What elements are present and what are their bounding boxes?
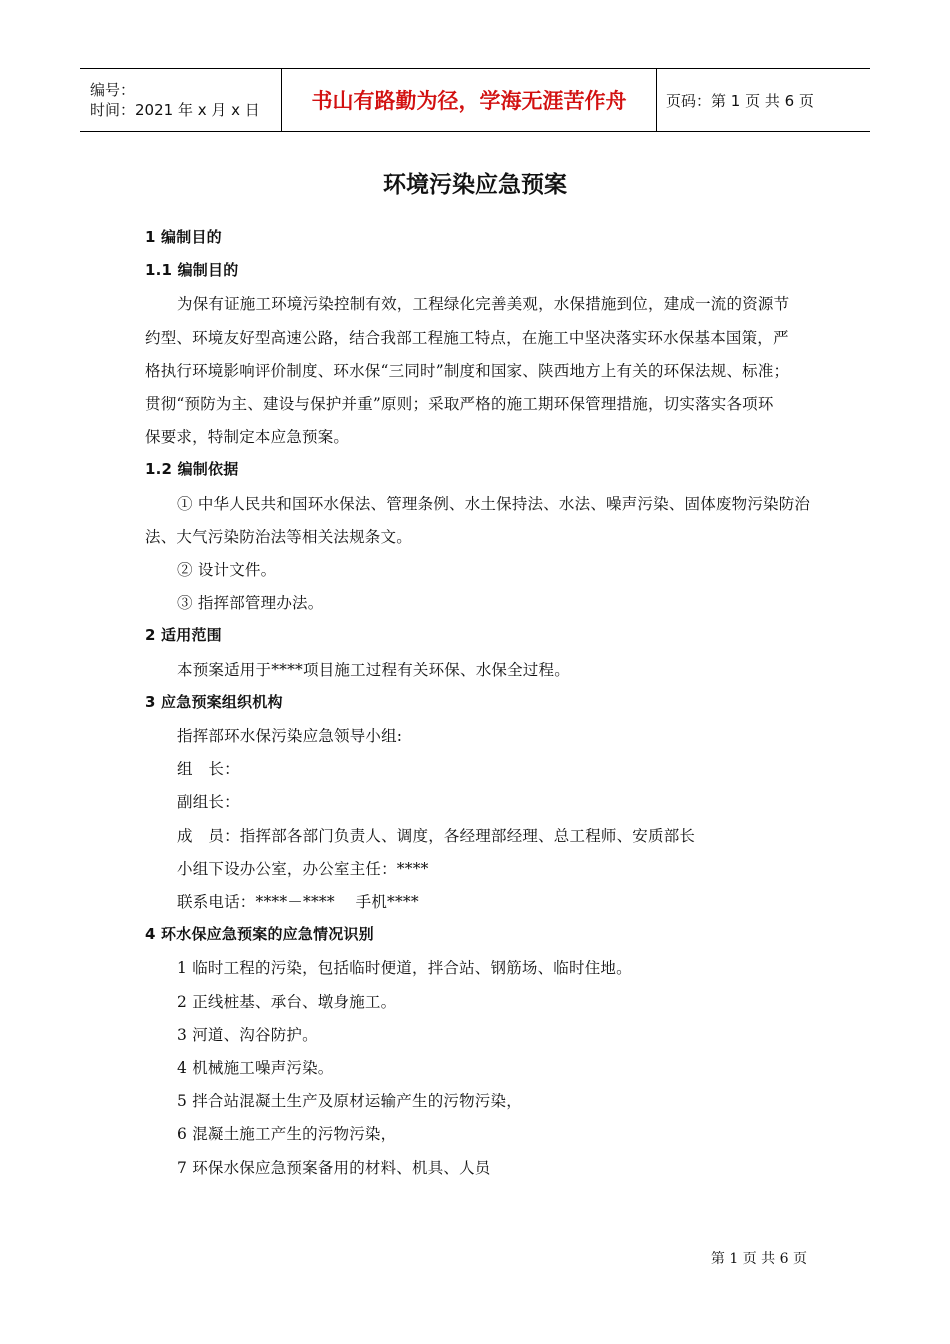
paragraph-line: 1 临时工程的污染，包括临时便道，拌合站、钢筋场、临时住地。 [177,959,632,978]
paragraph-line: 法、大气污染防治法等相关法规条文。 [145,527,412,546]
paragraph-line: 5 拌合站混凝土生产及原材运输产生的污物污染， [177,1092,522,1111]
paragraph-line: 为保有证施工环境污染控制有效，工程绿化完善美观，水保措施到位，建成一流的资源节 [177,295,790,314]
page-footer: 第 1 页 共 6 页 [710,1251,807,1267]
document-time-label: 时间：2021 年 x 月 x 日 [90,101,260,119]
paragraph-line: 格执行环境影响评价制度、环水保“三同时”制度和国家、陕西地方上有关的环保法规、标准； [145,361,790,380]
paragraph-line: 成 员：指挥部各部门负责人、调度，各经理部经理、总工程师、安质部长 [177,826,696,845]
paragraph-line: 保要求，特制定本应急预案。 [145,428,350,447]
header-page-info [657,69,870,131]
paragraph-line: 2 正线桩基、承台、墩身施工。 [177,992,397,1011]
paragraph-line: 小组下设办公室，办公室主任：**** [177,859,429,878]
section-heading: 3 应急预案组织机构 [145,692,283,711]
section-heading: 2 适用范围 [145,626,222,645]
paragraph-line: 约型、环境友好型高速公路，结合我部工程施工特点，在施工中坚决落实环水保基本国策，严 [145,328,789,347]
paragraph-line: ① 中华人民共和国环水保法、管理条例、水土保持法、水法、噪声污染、固体废物污染防治 [177,494,811,513]
paragraph-line: 4 机械施工噪声污染。 [177,1059,334,1077]
section-heading: 1.1 编制目的 [145,261,239,280]
motto-text: 书山有路勤为径，学海无涯苦作舟 [311,89,627,113]
header-meta [80,69,281,131]
paragraph-line: 6 混凝土施工产生的污物污染， [177,1125,397,1144]
section-heading: 1 编制目的 [145,228,222,246]
section-heading: 4 环水保应急预案的应急情况识别 [145,925,374,944]
page-number-label: 页码：第 1 页 共 6 页 [666,91,814,110]
paragraph-line: 副组长： [177,793,240,812]
paragraph-line: 组 长： [177,760,240,779]
paragraph-line: 指挥部环水保污染应急领导小组: [177,727,403,745]
paragraph-line: 3 河道、沟谷防护。 [177,1025,318,1044]
paragraph-line: 7 环保水保应急预案备用的材料、机具、人员 [177,1158,491,1177]
paragraph-line: ② 设计文件。 [177,561,277,579]
paragraph-line: 贯彻“预防为主、建设与保护并重”原则；采取严格的施工期环保管理措施，切实落实各项环 [145,395,774,413]
paragraph-line: ③ 指挥部管理办法。 [177,594,324,613]
document-header [80,68,870,132]
paragraph-line: 联系电话：****－**** 手机**** [177,893,419,911]
section-heading: 1.2 编制依据 [145,460,239,479]
paragraph-line: 本预案适用于****项目施工过程有关环保、水保全过程。 [177,660,570,679]
page-title: 环境污染应急预案 [383,172,567,198]
document-number-label: 编号： [90,81,136,99]
header-motto [281,69,657,131]
